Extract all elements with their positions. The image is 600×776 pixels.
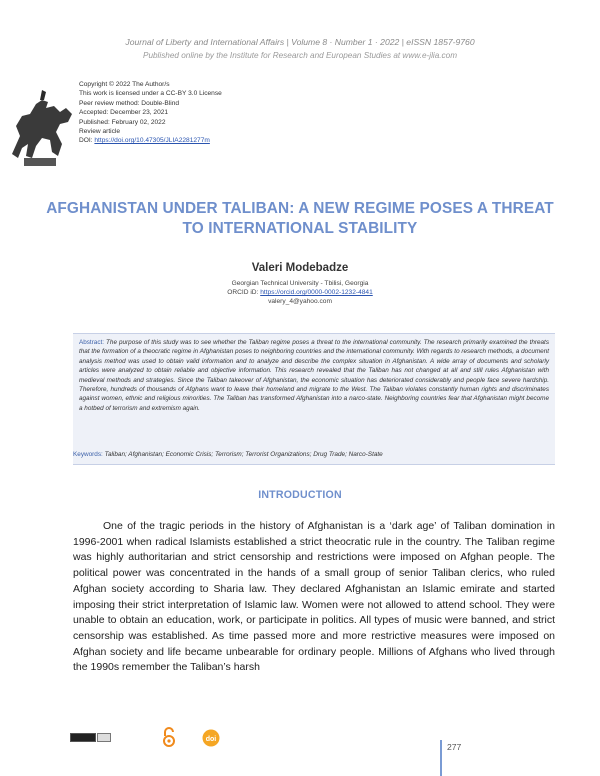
doi-line xyxy=(79,136,222,145)
keywords xyxy=(73,451,383,458)
article-meta xyxy=(79,80,222,146)
author-email: valery_4@yahoo.com xyxy=(268,298,332,306)
abstract-label: Abstract: xyxy=(79,339,105,346)
open-access-icon xyxy=(162,726,176,748)
journal-details: | Volume 8 · Number 1 · 2022 | eISSN 1857-9760 xyxy=(286,37,475,47)
published-date-line: Published: February 02, 2022 xyxy=(79,118,166,126)
affiliation: Georgian Technical University - Tbilisi, Georgia xyxy=(231,280,369,287)
published-line: Published online by the Institute for Research and European Studies at www.e-jlia.com xyxy=(142,51,458,60)
doi-icon xyxy=(202,729,220,747)
author-details xyxy=(0,279,600,307)
abstract-box xyxy=(73,333,555,465)
cc-license-icon[interactable] xyxy=(70,733,96,742)
license-line: This work is licensed under a CC-BY 3.0 License xyxy=(79,90,222,98)
article-type-line: Review article xyxy=(79,128,121,136)
abstract xyxy=(79,338,549,413)
introduction-paragraph: One of the tragic periods in the history of Afghanistan is a ‘dark age’ of Taliban domination in 1996-2001 when radical Islamists established a strict theocratic rule in the country. The Taliban regime was highly authoritarian and strict censorship and restrictions were imposed on Afghan people. The political power was concentrated in the hands of a small group of senior Taliban clerics, who ruled Afghan society according to Sharia law. They declared Afghanistan an Islamic emirate and started imposing their strict interpretation of Islamic law. Women were not allowed to attend school. They were unable to obtain an education, work, or participate in politics. All types of music were banned, and strict censorship was established. As time passed more and more restrictive measures were imposed on Afghan society and life became unbearable for ordinary people. Millions of Afghans who lived through the 1990s remember the Taliban’s harsh xyxy=(73,520,555,674)
orcid-label: ORCID iD: xyxy=(227,289,261,297)
accepted-line: Accepted: December 23, 2021 xyxy=(79,109,169,117)
abstract-text: The purpose of this study was to see whether the Taliban regime poses a threat to the international community. The research primarily examined the threats that the formation of a theocratic regime in Afghanistan poses to neighboring countries and the international community. With regards to research methods, a document analysis method was used to obtain valid information and to analyze and describe the complex situation in Afghanistan. A wide array of documents and scholarly articles were analyzed to obtain reliable and objective information. This research revealed that the Taliban has not changed at all and still rules Afghanistan with medieval methods and strategies. Since the Taliban takeover of Afghanistan, the economic situation has deteriorated considerably and people face severe hardship. Therefore, hundreds of thousands of Afghans want to leave their homeland and migrate to the West. The Taliban violates constantly human rights and discriminates against women, ethnic and religious minorities. The Taliban has transformed Afghanistan into a narco-state. Neighboring countries fear that Afghanistan might become a hotbed of terrorism and extremism again. xyxy=(79,339,549,412)
journal-header xyxy=(0,37,600,47)
keywords-label: Keywords: xyxy=(73,451,103,458)
copyright-line: Copyright © 2022 The Author/s xyxy=(79,81,170,88)
doi-label: DOI: xyxy=(79,137,95,145)
doi-icon-text: doi xyxy=(205,736,217,743)
orcid-line xyxy=(0,288,600,297)
orcid-link[interactable]: https://orcid.org/0000-0002-1232-4841 xyxy=(260,289,373,297)
section-heading: INTRODUCTION xyxy=(258,489,342,501)
article-title: AFGHANISTAN UNDER TALIBAN: A NEW REGIME POSES A THREAT TO INTERNATIONAL STABILITY xyxy=(46,200,554,237)
peer-review-line: Peer review method: Double-Blind xyxy=(79,99,180,107)
author-name: Valeri Modebadze xyxy=(251,262,349,274)
horse-statue-logo xyxy=(2,86,78,168)
doi-link[interactable]: https://doi.org/10.47305/JLIA2281277m xyxy=(94,137,210,145)
page-number-rule xyxy=(440,740,442,776)
page-number: 277 xyxy=(447,742,462,752)
cc-by-icon xyxy=(97,733,111,742)
journal-name: Journal of Liberty and International Affairs xyxy=(125,37,285,47)
keywords-text: Taliban; Afghanistan; Economic Crisis; Terrorism; Terrorist Organizations; Drug Trade; Narco-State xyxy=(104,451,383,458)
